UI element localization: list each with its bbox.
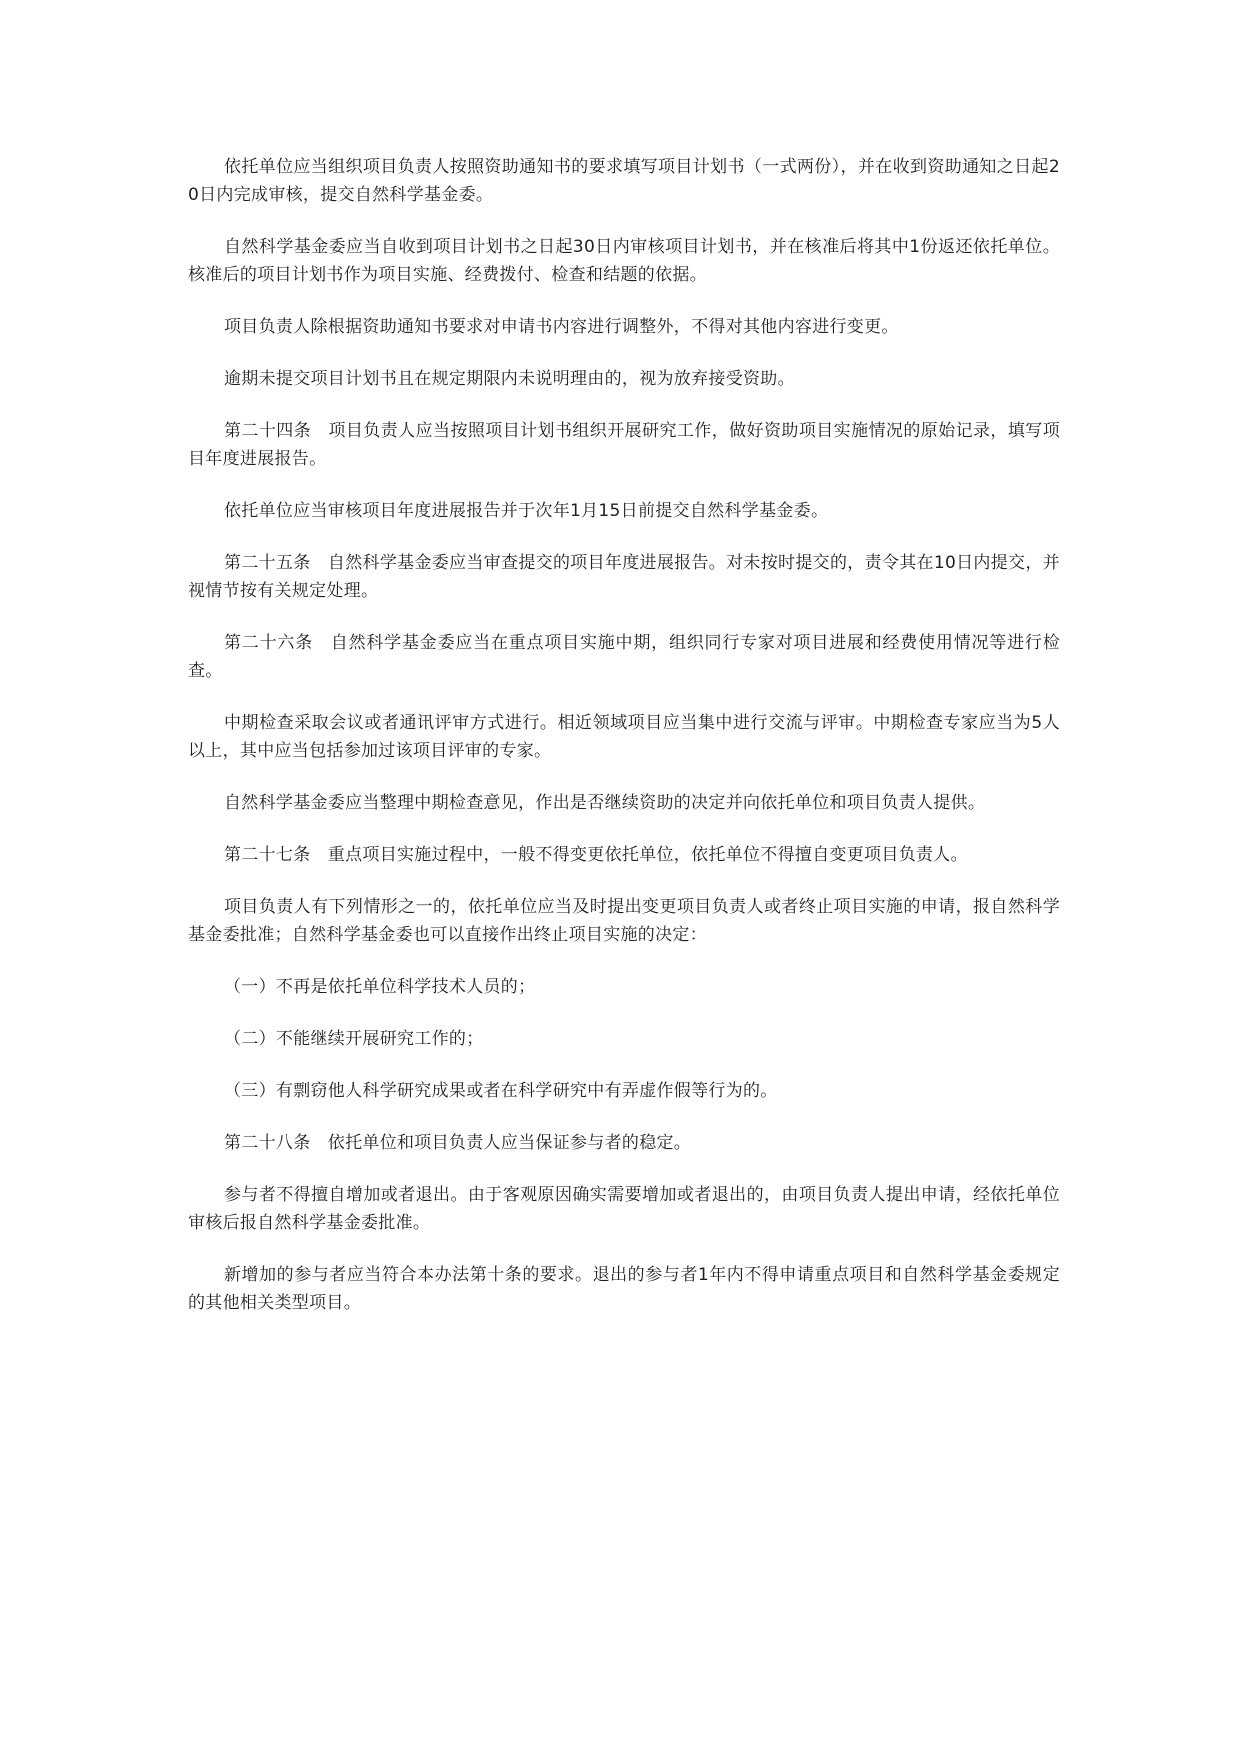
paragraph: 依托单位应当审核项目年度进展报告并于次年1月15日前提交自然科学基金委。 — [224, 501, 829, 521]
article-24-paragraph: 第二十四条 项目负责人应当按照项目计划书组织开展研究工作，做好资助项目实施情况的原始记录，填写项目年度进展报告。 — [188, 421, 1060, 469]
article-27-paragraph: 第二十七条 重点项目实施过程中，一般不得变更依托单位，依托单位不得擅自变更项目负责人。 — [224, 845, 968, 865]
list-item: （三）有剽窃他人科学研究成果或者在科学研究中有弄虚作假等行为的。 — [224, 1081, 778, 1101]
paragraph: 自然科学基金委应当自收到项目计划书之日起30日内审核项目计划书，并在核准后将其中1份返还依托单位。核准后的项目计划书作为项目实施、经费拨付、检查和结题的依据。 — [188, 237, 1060, 285]
paragraph: 逾期未提交项目计划书且在规定期限内未说明理由的，视为放弃接受资助。 — [224, 369, 795, 389]
paragraph: 依托单位应当组织项目负责人按照资助通知书的要求填写项目计划书（一式两份），并在收到资助通知之日起20日内完成审核，提交自然科学基金委。 — [188, 157, 1060, 205]
paragraph: 项目负责人有下列情形之一的，依托单位应当及时提出变更项目负责人或者终止项目实施的申请，报自然科学基金委批准；自然科学基金委也可以直接作出终止项目实施的决定： — [188, 897, 1060, 945]
paragraph: 新增加的参与者应当符合本办法第十条的要求。退出的参与者1年内不得申请重点项目和自然科学基金委规定的其他相关类型项目。 — [188, 1265, 1060, 1313]
article-28-paragraph: 第二十八条 依托单位和项目负责人应当保证参与者的稳定。 — [224, 1133, 692, 1153]
list-item: （一）不再是依托单位科学技术人员的； — [224, 977, 536, 997]
list-item: （二）不能继续开展研究工作的； — [224, 1029, 484, 1049]
paragraph: 项目负责人除根据资助通知书要求对申请书内容进行调整外，不得对其他内容进行变更。 — [224, 317, 899, 337]
article-25-paragraph: 第二十五条 自然科学基金委应当审查提交的项目年度进展报告。对未按时提交的，责令其在10日内提交，并视情节按有关规定处理。 — [188, 553, 1060, 601]
paragraph: 参与者不得擅自增加或者退出。由于客观原因确实需要增加或者退出的，由项目负责人提出申请，经依托单位审核后报自然科学基金委批准。 — [188, 1185, 1060, 1233]
paragraph: 中期检查采取会议或者通讯评审方式进行。相近领域项目应当集中进行交流与评审。中期检查专家应当为5人以上，其中应当包括参加过该项目评审的专家。 — [188, 713, 1060, 761]
document-body — [188, 153, 1060, 1341]
paragraph: 自然科学基金委应当整理中期检查意见，作出是否继续资助的决定并向依托单位和项目负责人提供。 — [224, 793, 986, 813]
article-26-paragraph: 第二十六条 自然科学基金委应当在重点项目实施中期，组织同行专家对项目进展和经费使用情况等进行检查。 — [188, 633, 1060, 681]
